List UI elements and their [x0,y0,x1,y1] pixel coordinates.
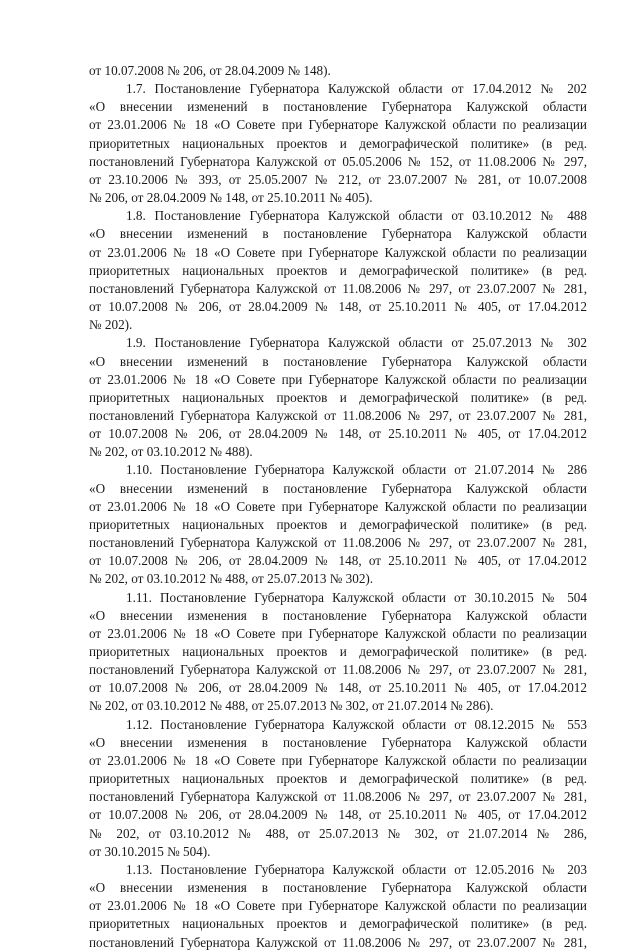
text-line: от 10.07.2008 № 206, от 28.04.2009 № 148). [89,63,331,78]
paragraph-1-9 [89,334,587,461]
text-line: № 202). [89,317,133,333]
text-line: постановлений Губернатора Калужской от 11.08.2006 № 297, от 23.07.2007 № 281, [89,407,587,423]
text-line: от 30.10.2015 № 504). [89,843,211,859]
text-line: от 23.01.2006 № 18 «О Совете при Губернаторе Калужской области по реализации [89,898,587,914]
text-line: от 23.01.2006 № 18 «О Совете при Губернаторе Калужской области по реализации [89,117,587,133]
text-line: № 206, от 28.04.2009 № 148, от 25.10.2011 № 405). [89,190,373,206]
text-line: постановлений Губернатора Калужской от 11.08.2006 № 297, от 23.07.2007 № 281, [89,789,587,805]
text-line: от 10.07.2008 № 206, от 28.04.2009 № 148, от 25.10.2011 № 405, от 17.04.2012 [89,553,587,569]
text-line: от 10.07.2008 № 206, от 28.04.2009 № 148, от 25.10.2011 № 405, от 17.04.2012 [89,299,587,315]
text-line: от 23.01.2006 № 18 «О Совете при Губернаторе Калужской области по реализации [89,371,587,387]
text-line: № 202, от 03.10.2012 № 488, от 25.07.2013 № 302, от 21.07.2014 № 286, [89,825,587,841]
text-line: от 23.10.2006 № 393, от 25.05.2007 № 212, от 23.07.2007 № 281, от 10.07.2008 [89,171,587,187]
text-line: 1.11. Постановление Губернатора Калужской области от 30.10.2015 № 504 [126,589,587,605]
paragraph-1-11 [89,589,587,716]
text-line: 1.10. Постановление Губернатора Калужской области от 21.07.2014 № 286 [126,462,587,478]
text-line: от 23.01.2006 № 18 «О Совете при Губернаторе Калужской области по реализации [89,244,587,260]
text-line: 1.12. Постановление Губернатора Калужской области от 08.12.2015 № 553 [126,716,587,732]
text-line: № 202, от 03.10.2012 № 488, от 25.07.2013 № 302). [89,571,374,587]
paragraph-1-8 [89,207,587,334]
text-line: от 10.07.2008 № 206, от 28.04.2009 № 148, от 25.10.2011 № 405, от 17.04.2012 [89,807,587,823]
text-line: приоритетных национальных проектов и демографической политике» (в ред. [89,389,587,405]
text-line: приоритетных национальных проектов и демографической политике» (в ред. [89,262,587,278]
text-line: «О внесении изменений в постановление Губернатора Калужской области [89,353,587,369]
text-line: постановлений Губернатора Калужской от 11.08.2006 № 297, от 23.07.2007 № 281, [89,662,587,678]
text-line: 1.7. Постановление Губернатора Калужской области от 17.04.2012 № 202 [126,81,587,97]
text-line: № 202, от 03.10.2012 № 488). [89,444,253,460]
text-line: постановлений Губернатора Калужской от 11.08.2006 № 297, от 23.07.2007 № 281, [89,280,587,296]
text-line: приоритетных национальных проектов и демографической политике» (в ред. [89,771,587,787]
text-line: приоритетных национальных проектов и демографической политике» (в ред. [89,644,587,659]
paragraph-1-7 [89,80,587,207]
text-line: от 23.01.2006 № 18 «О Совете при Губернаторе Калужской области по реализации [89,625,587,641]
text-line: «О внесении изменений в постановление Губернатора Калужской области [89,99,587,115]
text-line: от 23.01.2006 № 18 «О Совете при Губернаторе Калужской области по реализации [89,498,587,514]
text-line: «О внесении изменений в постановление Губернатора Калужской области [89,226,587,242]
document-body [89,62,587,952]
text-line: от 23.01.2006 № 18 «О Совете при Губернаторе Калужской области по реализации [89,752,587,768]
text-line: приоритетных национальных проектов и демографической политике» (в ред. [89,135,587,151]
text-line: 1.8. Постановление Губернатора Калужской области от 03.10.2012 № 488 [126,208,587,224]
paragraph-1-13 [89,861,587,952]
text-line: «О внесении изменения в постановление Губернатора Калужской области [89,880,587,896]
text-line: «О внесении изменения в постановление Губернатора Калужской области [89,607,587,623]
text-line: постановлений Губернатора Калужской от 05.05.2006 № 152, от 11.08.2006 № 297, [89,153,587,169]
text-line: «О внесении изменения в постановление Губернатора Калужской области [89,734,587,750]
text-line: приоритетных национальных проектов и демографической политике» (в ред. [89,516,587,532]
text-line: № 202, от 03.10.2012 № 488, от 25.07.2013 № 302, от 21.07.2014 № 286). [89,698,494,714]
text-line: 1.9. Постановление Губернатора Калужской области от 25.07.2013 № 302 [126,335,587,351]
text-line: постановлений Губернатора Калужской от 11.08.2006 № 297, от 23.07.2007 № 281, [89,535,587,551]
text-line: приоритетных национальных проектов и демографической политике» (в ред. [89,916,587,932]
text-line: 1.13. Постановление Губернатора Калужской области от 12.05.2016 № 203 [126,861,587,877]
paragraph-1-10 [89,461,587,588]
text-line: от 10.07.2008 № 206, от 28.04.2009 № 148, от 25.10.2011 № 405, от 17.04.2012 [89,680,587,696]
text-line: «О внесении изменений в постановление Губернатора Калужской области [89,480,587,496]
paragraph-1-6-tail [89,62,587,80]
paragraph-1-12 [89,716,587,861]
text-line: от 10.07.2008 № 206, от 28.04.2009 № 148, от 25.10.2011 № 405, от 17.04.2012 [89,426,587,442]
text-line: постановлений Губернатора Калужской от 11.08.2006 № 297, от 23.07.2007 № 281, [89,934,587,950]
